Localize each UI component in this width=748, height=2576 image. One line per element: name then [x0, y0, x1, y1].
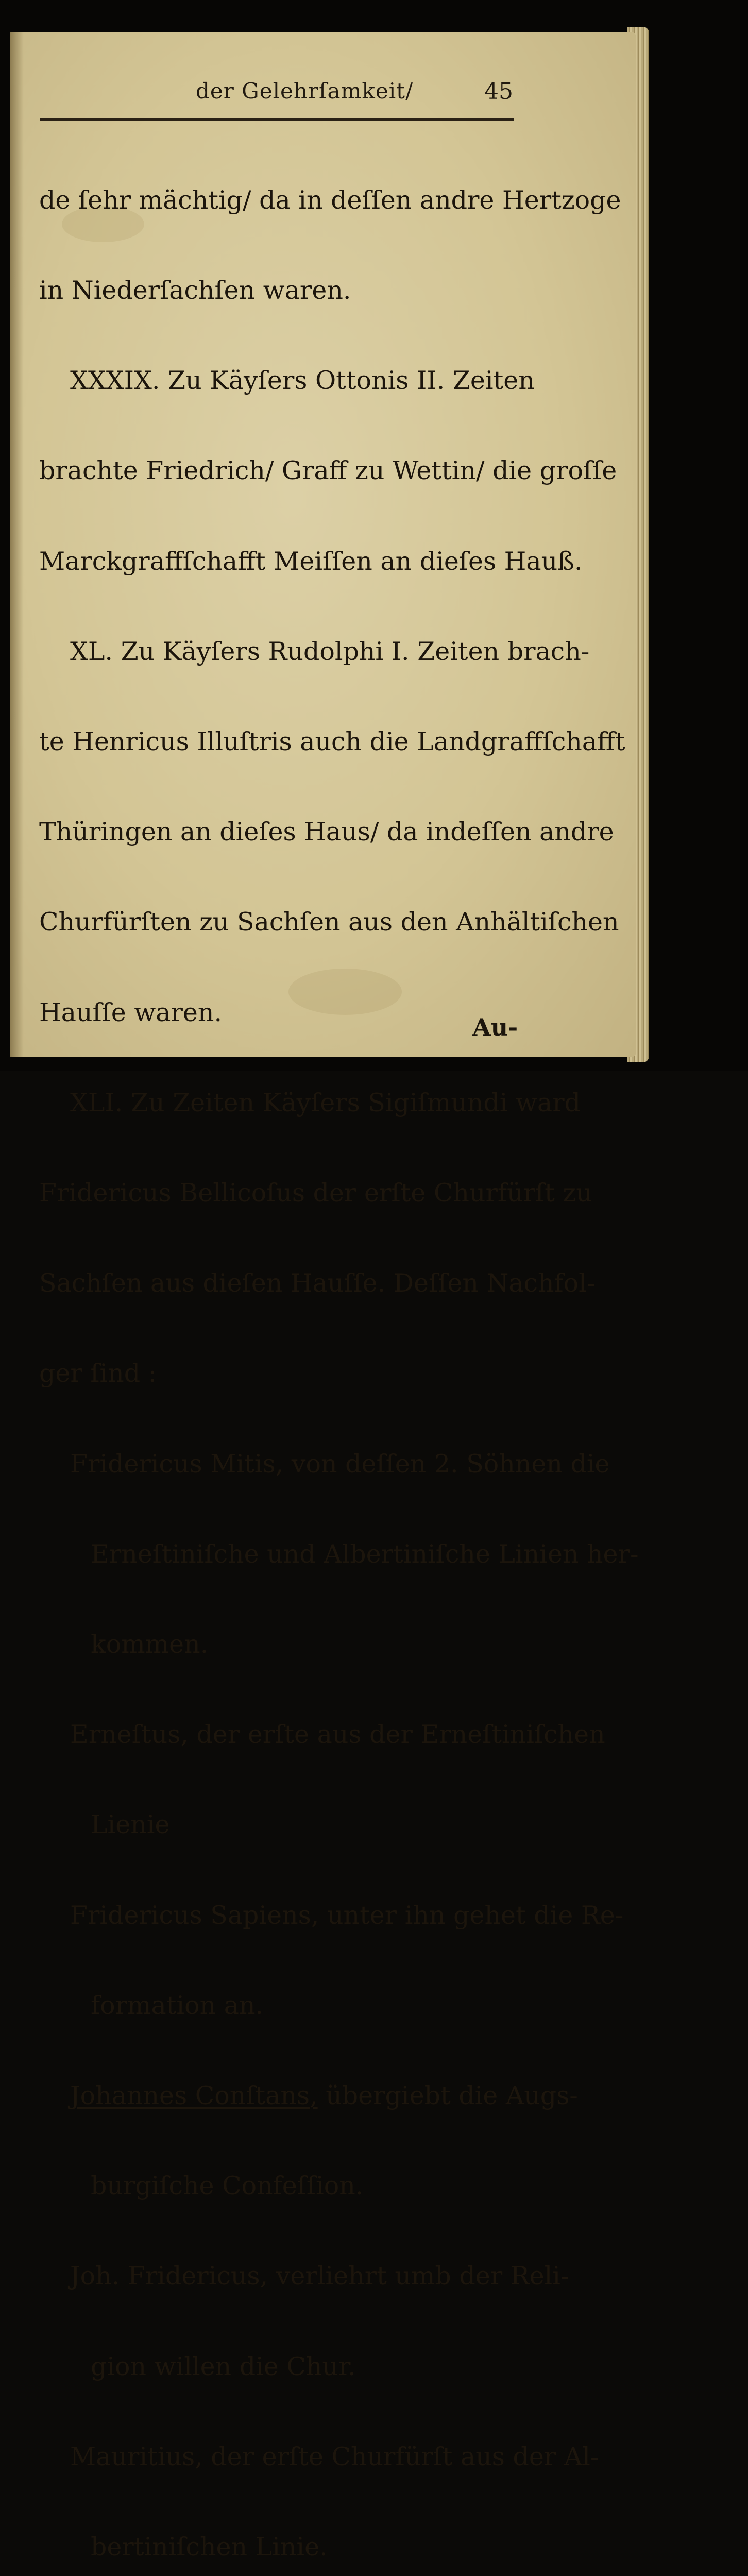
text-line: de ſehr mächtig/ da in deſſen andre Hertzoge [39, 185, 621, 215]
text-line: brachte Friedrich/ Graff zu Wettin/ die groſſe [39, 456, 617, 486]
text-line: ger ſind : [39, 1359, 157, 1388]
text-line: Mauritius, der erſte Churfürſt aus der Al- [70, 2442, 599, 2471]
page-number: 45 [484, 78, 513, 105]
running-title: der Gelehrſamkeit/ [196, 78, 414, 104]
text-line: burgiſche Confeſſion. [91, 2171, 364, 2201]
text-line: formation an. [91, 1990, 264, 2020]
text-line: in Niederſachſen waren. [39, 276, 351, 306]
text-line: Hauſſe waren. [39, 997, 223, 1027]
text-line: kommen. [91, 1630, 209, 1659]
body-text [39, 125, 639, 2576]
text-line: te Henricus Illuſtris auch die Landgraffſchafft [39, 727, 625, 757]
text-line: XLI. Zu Zeiten Käyſers Sigiſmundi ward [70, 1088, 581, 1117]
gutter-shadow [10, 32, 24, 1057]
text-line: Fridericus Sapiens, unter ihn gehet die Re- [70, 1900, 624, 1930]
text-line: Fridericus Mitis, von deſſen 2. Söhnen die [70, 1449, 610, 1479]
text-line-underlined [39, 2081, 578, 2111]
header-rule [40, 118, 514, 121]
text-line: Churfürſten zu Sachſen aus den Anhältiſchen [39, 907, 619, 937]
catchword: Au- [472, 1013, 518, 1041]
text-line: gion willen die Chur. [91, 2351, 356, 2381]
text-line: Fridericus Bellicoſus der erſte Churfürſt zu [39, 1178, 592, 1208]
text-line: Lienie [91, 1810, 170, 1840]
text-line: Sachſen aus dieſen Hauſſe. Deſſen Nachfol- [39, 1268, 596, 1298]
text-line-rest: übergiebt die Augs- [317, 2081, 578, 2111]
underlined-phrase: Johannes Conſtans, [70, 2081, 318, 2111]
text-line: Erneſtus, der erſte aus der Erneſtiniſchen [70, 1720, 605, 1750]
text-line: Marckgraffſchafft Meiſſen an dieſes Hauß. [39, 546, 583, 576]
text-line: Erneſtiniſche und Albertiniſche Linien her- [91, 1539, 639, 1569]
text-line: XXXIX. Zu Käyſers Ottonis II. Zeiten [70, 366, 535, 396]
text-line: bertiniſchen Linie. [91, 2532, 328, 2562]
text-line: XL. Zu Käyſers Rudolphi I. Zeiten brach- [70, 636, 590, 666]
text-line: Joh. Fridericus, verliehrt umb der Reli- [70, 2261, 569, 2291]
text-line: Thüringen an dieſes Haus/ da indeſſen andre [39, 817, 614, 847]
